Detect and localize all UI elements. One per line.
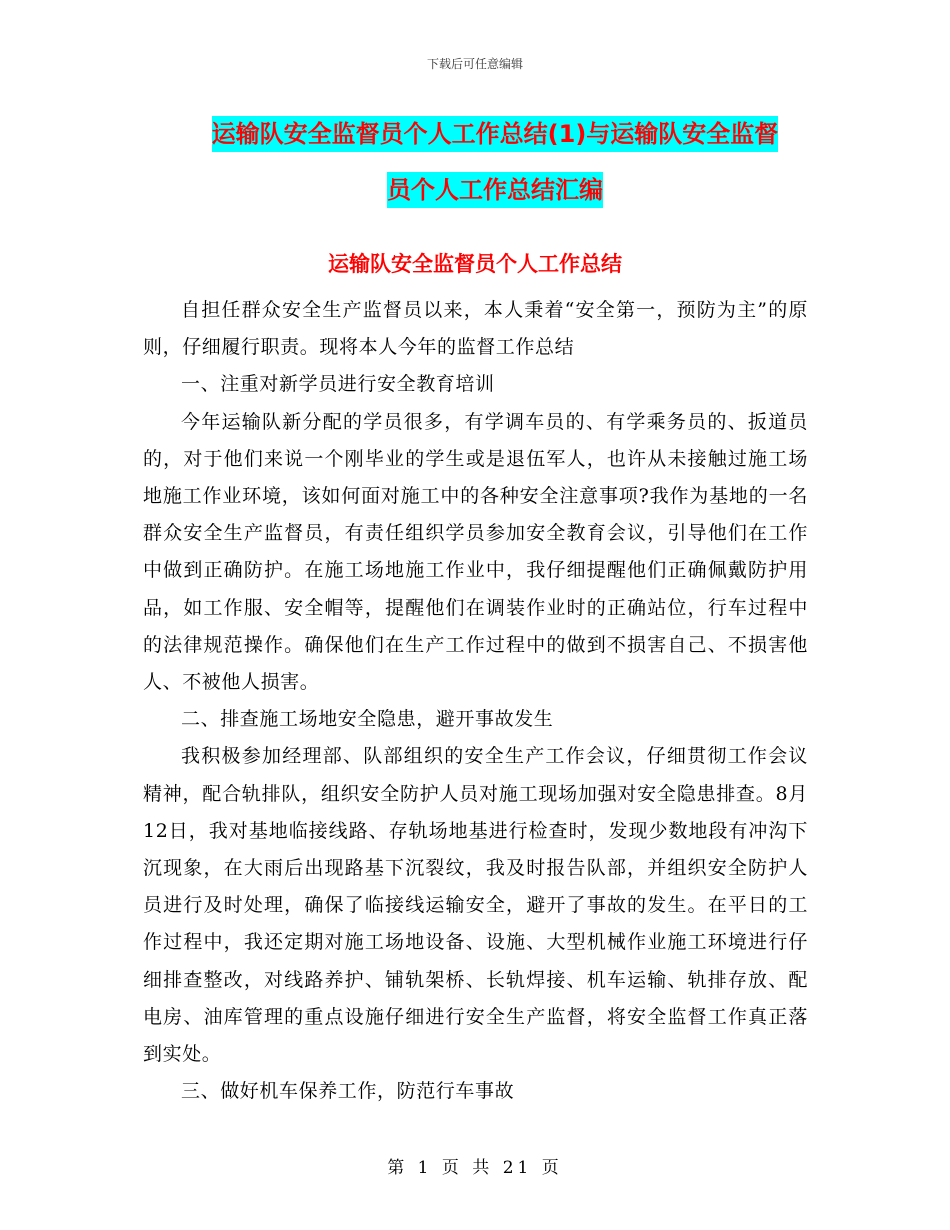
document-title [140, 106, 850, 218]
page-number-footer: 第 1 页 共 21 页 [387, 1158, 563, 1178]
paragraph-1: 今年运输队新分配的学员很多，有学调车员的、有学乘务员的、扳道员的，对于他们来说一个刚毕业的学生或是退伍军人，也许从未接触过施工场地施工作业环境，该如何面对施工中的各种安全注意事项?我作为基地的一名群众安全生产监督员，有责任组织学员参加安全教育会议，引导他们在工作中做到正确防护。在施工场地施工作业中，我仔细提醒他们正确佩戴防护用品，如工作服、安全帽等，提醒他们在调装作业时的正确站位，行车过程中的法律规范操作。确保他们在生产工作过程中的做到不损害自己、不损害他人、不被他人损害。 [143, 410, 808, 694]
document-body [143, 292, 808, 1110]
header-note: 下载后可任意编辑 [426, 57, 523, 71]
heading-2: 二、排查施工场地安全隐患，避开事故发生 [181, 708, 554, 731]
section-title: 运输队安全监督员个人工作总结 [328, 252, 622, 276]
document-title-line-1: 运输队安全监督员个人工作总结(1)与运输队安全监督 [212, 116, 779, 152]
heading-1: 一、注重对新学员进行安全教育培训 [181, 373, 495, 396]
intro-paragraph: 自担任群众安全生产监督员以来，本人秉着“安全第一，预防为主”的原则，仔细履行职责。现将本人今年的监督工作总结 [143, 299, 808, 359]
document-title-line-2: 员个人工作总结汇编 [387, 172, 603, 208]
paragraph-2: 我积极参加经理部、队部组织的安全生产工作会议，仔细贯彻工作会议精神，配合轨排队，组织安全防护人员对施工现场加强对安全隐患排查。8月12日，我对基地临接线路、存轨场地基进行检查时，发现少数地段有冲沟下沉现象，在大雨后出现路基下沉裂纹，我及时报告队部，并组织安全防护人员进行及时处理，确保了临接线运输安全，避开了事故的发生。在平日的工作过程中，我还定期对施工场地设备、设施、大型机械作业施工环境进行仔细排查整改，对线路养护、铺轨架桥、长轨焊接、机车运输、轨排存放、配电房、油库管理的重点设施仔细进行安全生产监督，将安全监督工作真正落到实处。 [143, 745, 808, 1066]
heading-3: 三、做好机车保养工作，防范行车事故 [181, 1080, 515, 1103]
